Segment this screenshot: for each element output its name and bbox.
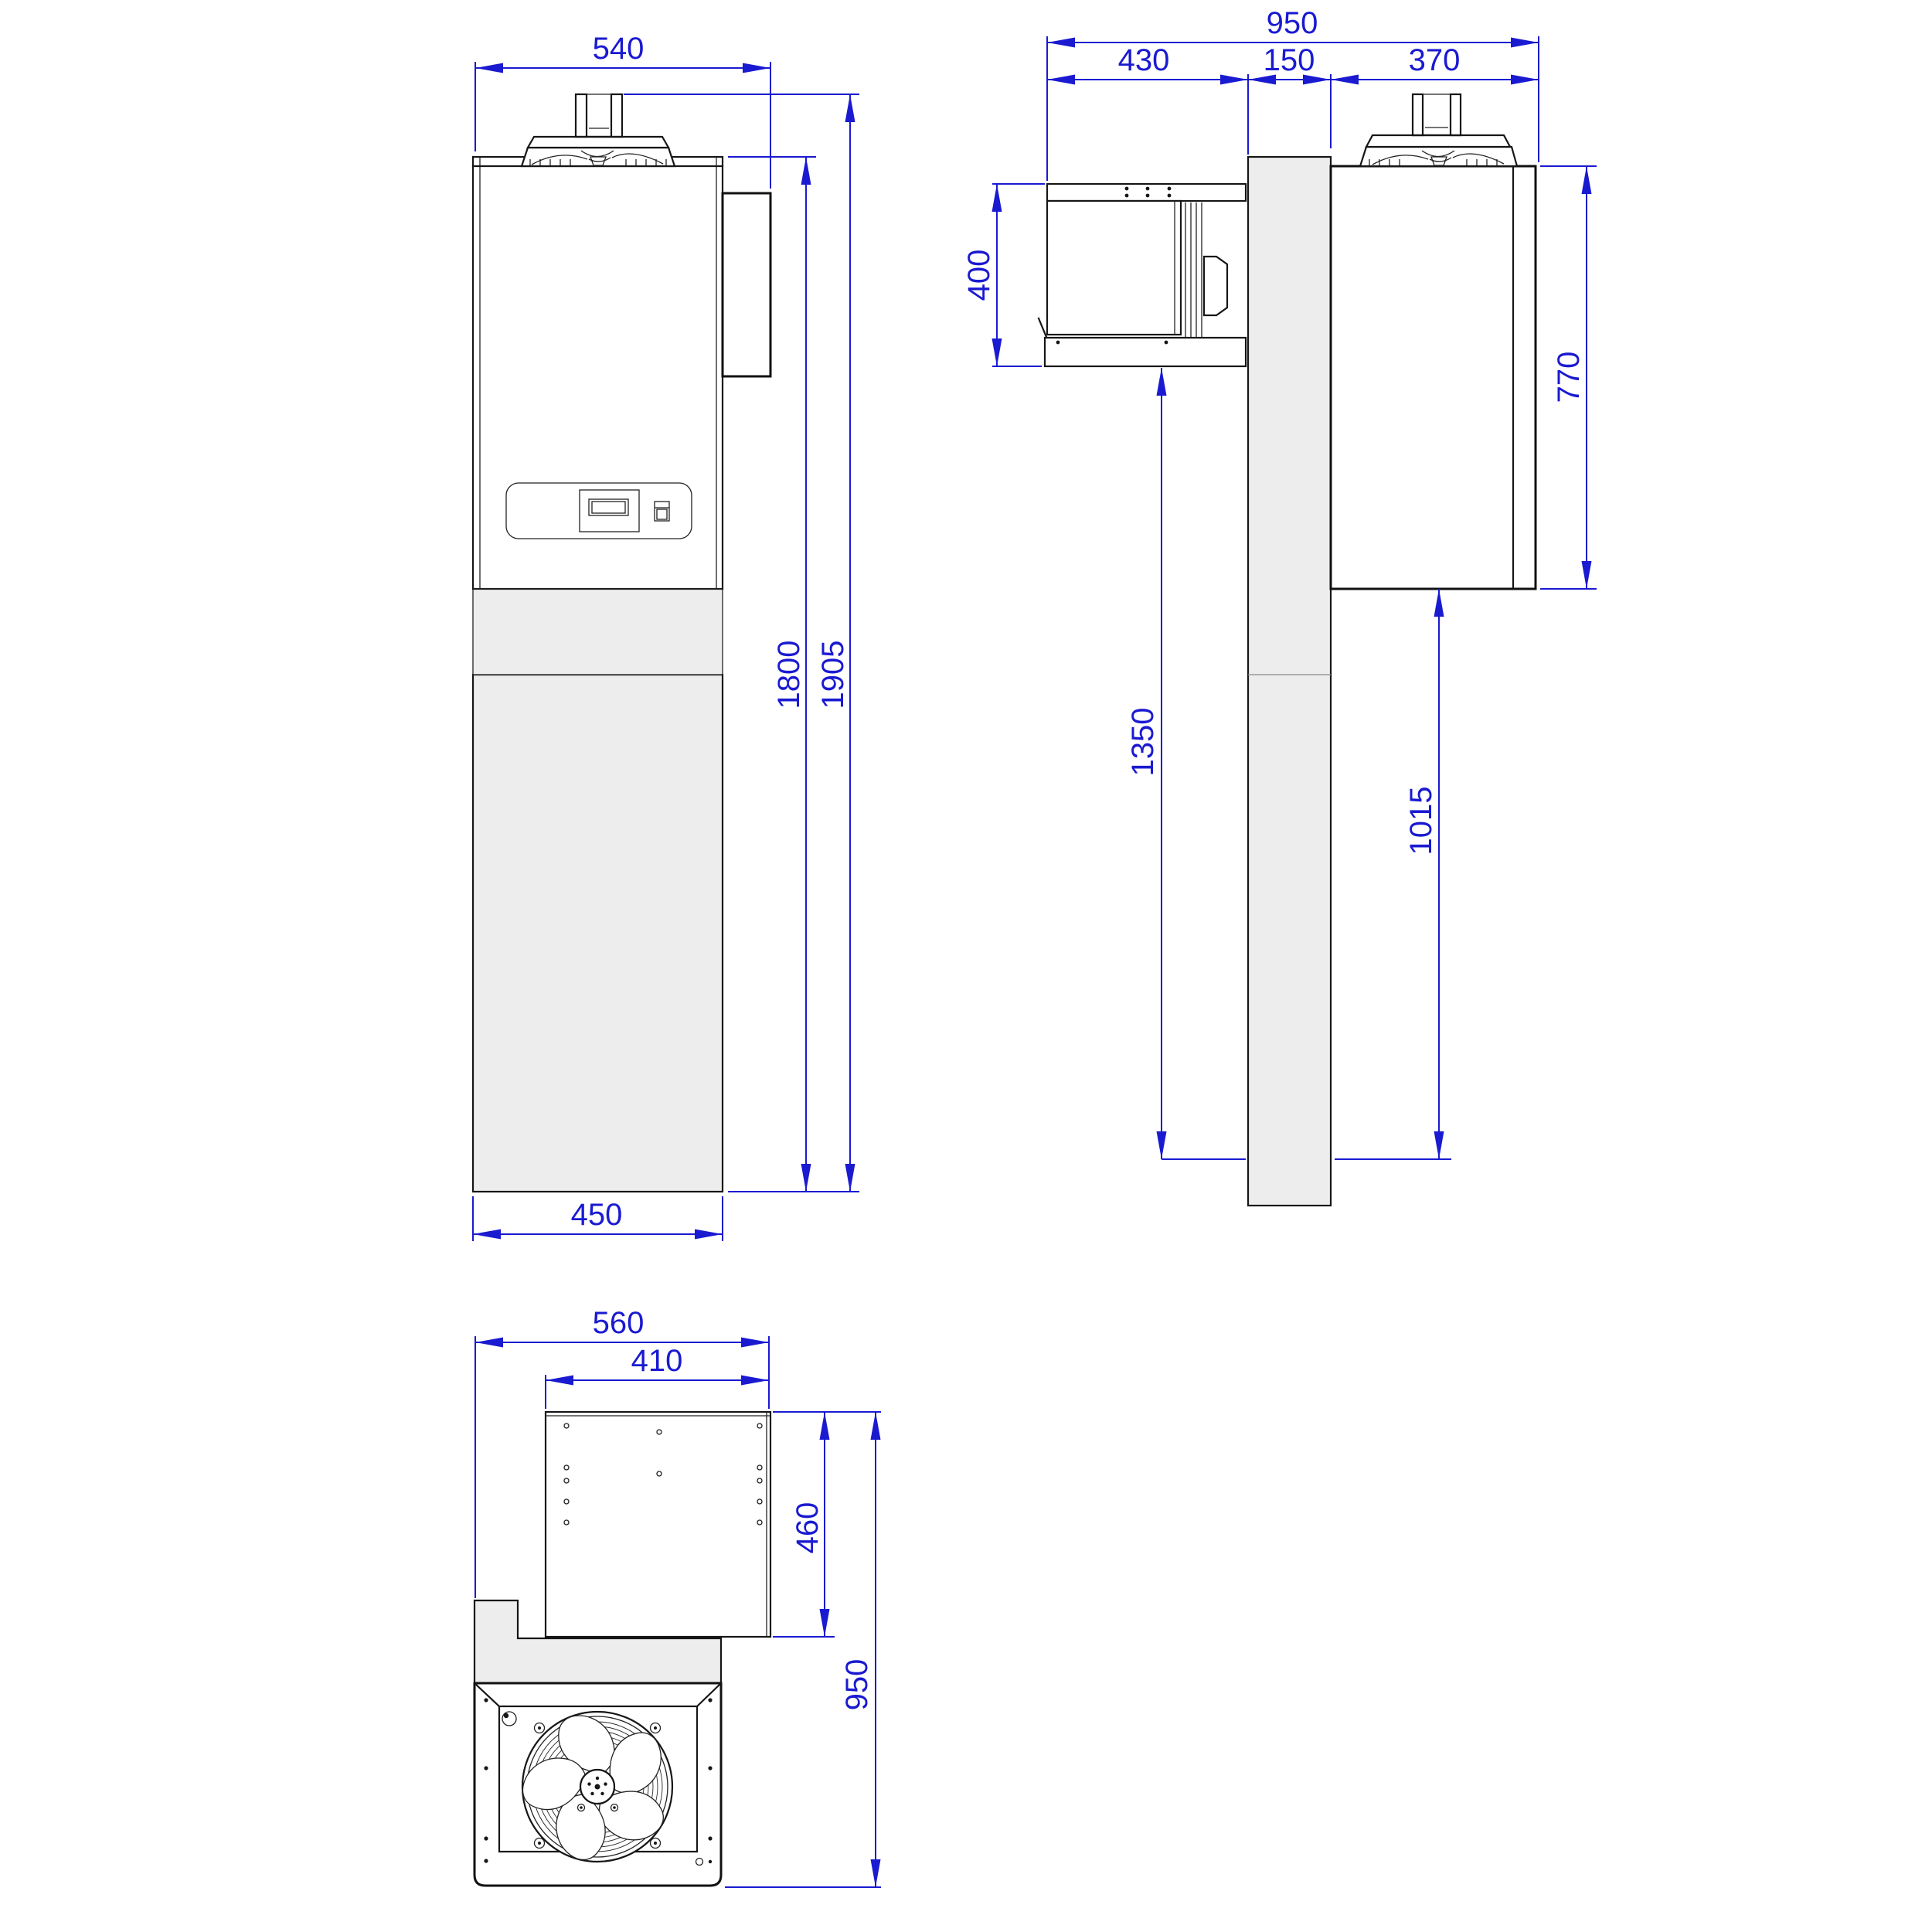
plan-unit-body bbox=[546, 1412, 770, 1637]
front-condenser-protrusion bbox=[723, 193, 770, 376]
front-control-panel bbox=[506, 483, 692, 539]
dim-front-unit-height: 1800 bbox=[772, 640, 806, 709]
plan-view bbox=[474, 1306, 881, 1887]
front-duct-stub bbox=[576, 94, 622, 137]
dim-side-overall-depth: 950 bbox=[1266, 6, 1318, 40]
dim-front-overall-height: 1905 bbox=[816, 640, 850, 709]
dim-side-indoor-depth: 430 bbox=[1117, 43, 1170, 77]
drain-stub bbox=[1039, 318, 1046, 337]
dim-side-indoor-clearance: 1350 bbox=[1126, 707, 1160, 777]
fan-motor-hub bbox=[1204, 257, 1227, 315]
side-wall-panel bbox=[1248, 157, 1331, 1206]
side-duct-stub bbox=[1413, 94, 1461, 135]
front-view bbox=[473, 32, 859, 1241]
dim-side-outdoor-height: 770 bbox=[1552, 351, 1586, 403]
dim-side-outdoor-clearance: 1015 bbox=[1404, 786, 1438, 855]
dim-front-panel-width: 450 bbox=[570, 1198, 623, 1232]
front-unit-lower-band bbox=[473, 589, 723, 675]
dim-plan-overall-width: 560 bbox=[592, 1306, 645, 1340]
side-fan-shroud bbox=[1360, 135, 1517, 166]
evaporator-flange bbox=[1047, 184, 1246, 201]
evaporator-coil-fins bbox=[1185, 202, 1202, 338]
front-fan-shroud bbox=[522, 137, 675, 166]
front-wall-panel bbox=[473, 675, 723, 1192]
dim-plan-body-width: 410 bbox=[631, 1344, 683, 1378]
drip-tray bbox=[1045, 338, 1246, 366]
evaporator-housing bbox=[1047, 201, 1181, 335]
dim-plan-body-depth: 460 bbox=[791, 1502, 825, 1554]
dim-side-indoor-height: 400 bbox=[962, 249, 996, 301]
dim-side-wall-thickness: 150 bbox=[1263, 43, 1315, 77]
side-condensing-unit bbox=[1331, 166, 1536, 589]
side-evaporator-unit bbox=[1039, 184, 1246, 366]
dim-plan-overall-depth: 950 bbox=[840, 1658, 874, 1711]
side-view bbox=[962, 6, 1597, 1206]
dim-side-outdoor-depth: 370 bbox=[1408, 43, 1461, 77]
dim-front-overall-width: 540 bbox=[592, 32, 645, 66]
